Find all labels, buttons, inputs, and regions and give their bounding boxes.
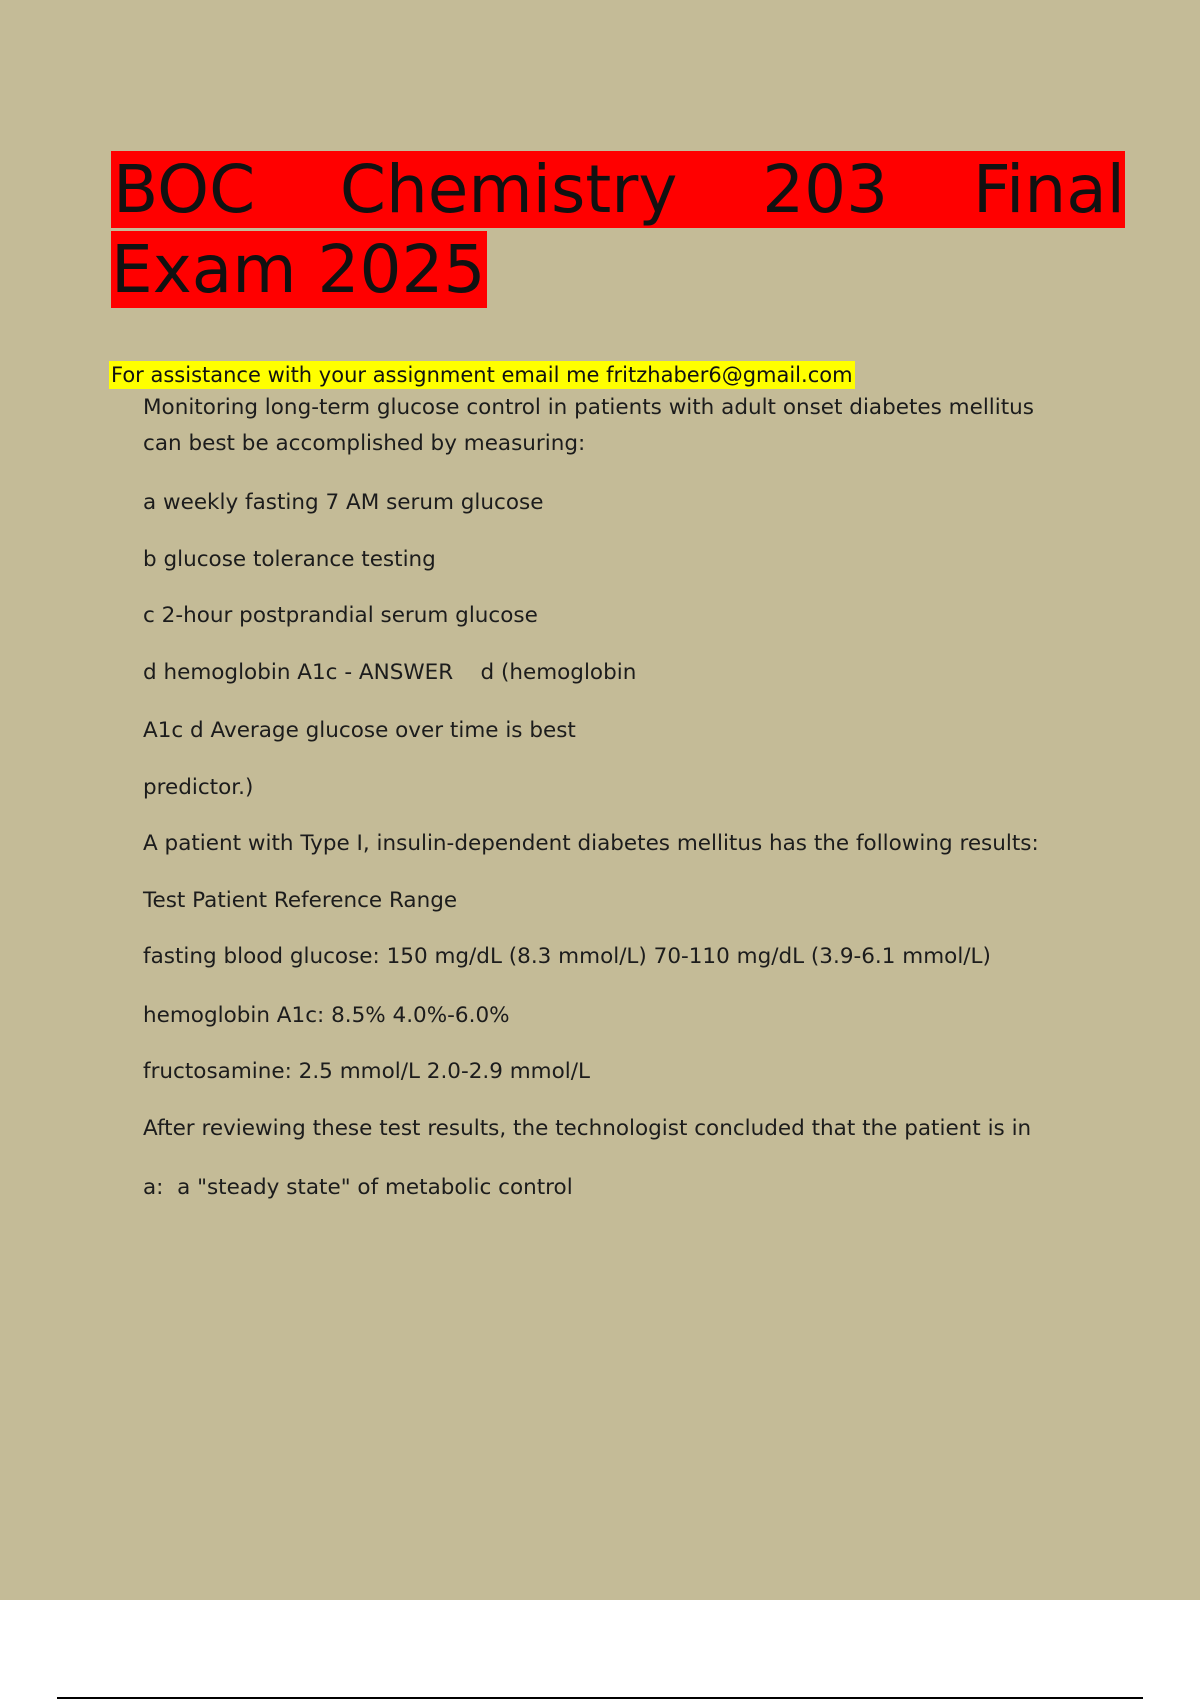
q2-row-fasting-glucose: fasting blood glucose: 150 mg/dL (8.3 mmol/L) 70-110 mg/dL (3.9-6.1 mmol/L) xyxy=(143,944,991,969)
page-title xyxy=(111,150,1125,310)
q1-option-a: a weekly fasting 7 AM serum glucose xyxy=(143,490,544,515)
q2-table-header: Test Patient Reference Range xyxy=(143,888,458,913)
q1-answer-line3: predictor.) xyxy=(143,775,254,800)
q2-followup: After reviewing these test results, the technologist concluded that the patient is in xyxy=(143,1116,1032,1141)
q1-option-c: c 2-hour postprandial serum glucose xyxy=(143,603,538,628)
q1-option-d: d hemoglobin A1c - ANSWER d (hemoglobin xyxy=(143,660,637,685)
q2-option-a: a: a "steady state" of metabolic control xyxy=(143,1175,573,1200)
q1-option-b: b glucose tolerance testing xyxy=(143,547,436,572)
q2-row-fructosamine: fructosamine: 2.5 mmol/L 2.0-2.9 mmol/L xyxy=(143,1059,590,1084)
footer-rule xyxy=(57,1697,1143,1699)
q2-stem: A patient with Type I, insulin-dependent diabetes mellitus has the following results: xyxy=(143,831,1039,856)
assistance-note: For assistance with your assignment email me fritzhaber6@gmail.com xyxy=(111,363,853,387)
q2-row-hemoglobin-a1c: hemoglobin A1c: 8.5% 4.0%-6.0% xyxy=(143,1003,510,1028)
q1-stem-line2: can best be accomplished by measuring: xyxy=(143,431,586,456)
q1-answer-line2: A1c d Average glucose over time is best xyxy=(143,718,576,743)
q1-stem-line1: Monitoring long-term glucose control in patients with adult onset diabetes mellitus xyxy=(143,395,1035,420)
title-highlight: BOC Chemistry 203 Final Exam 2025 xyxy=(111,151,1125,308)
